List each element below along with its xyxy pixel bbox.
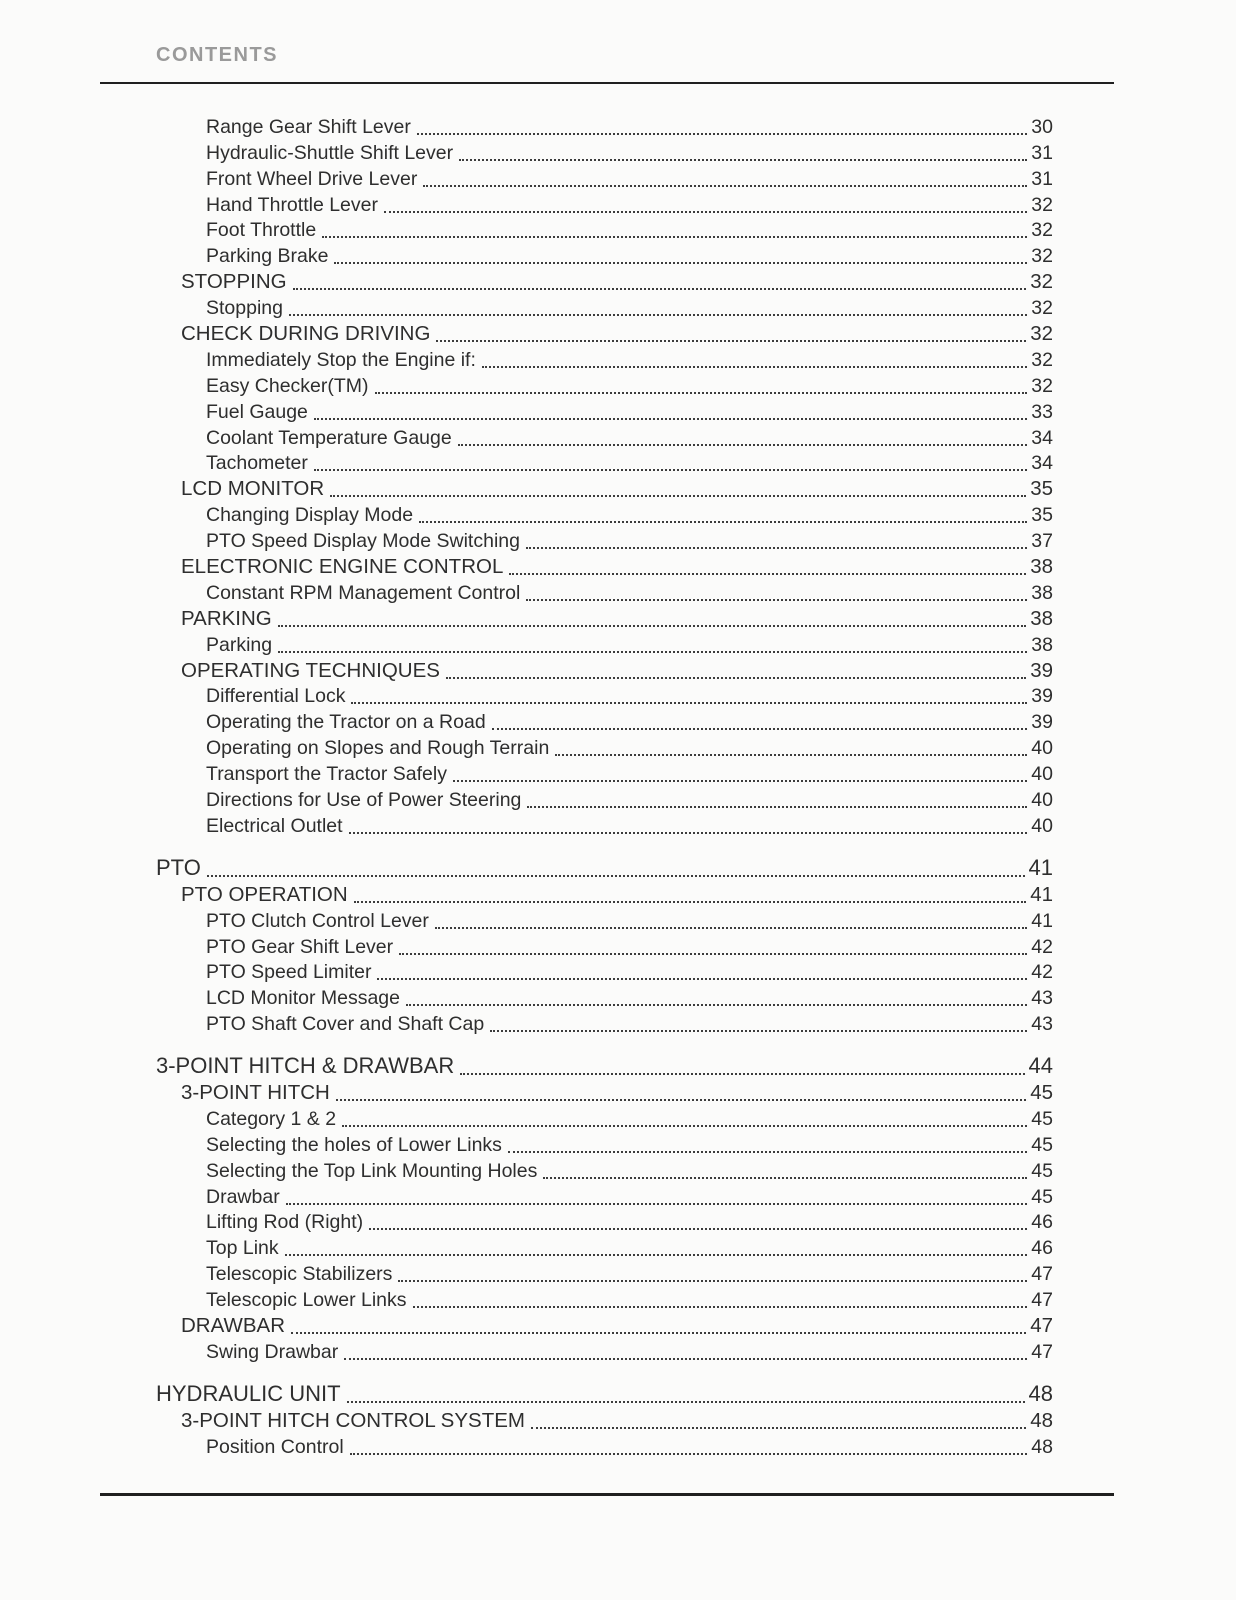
toc-entry-page-number: 39 xyxy=(1031,711,1053,734)
toc-entry-label: Position Control xyxy=(206,1435,344,1458)
dot-leader xyxy=(543,1177,1027,1179)
toc-entry-page-number: 32 xyxy=(1031,245,1053,268)
dot-leader xyxy=(344,1358,1027,1360)
page-header-title: CONTENTS xyxy=(156,44,278,66)
toc-entry-label: ELECTRONIC ENGINE CONTROL xyxy=(181,555,504,579)
toc-entry-label: PARKING xyxy=(181,606,272,630)
dot-leader xyxy=(419,521,1027,523)
dot-leader xyxy=(555,754,1027,756)
toc-entry-page-number: 40 xyxy=(1031,814,1053,837)
dot-leader xyxy=(369,1228,1027,1230)
toc-entry-label: Coolant Temperature Gauge xyxy=(206,426,452,449)
dot-leader xyxy=(423,185,1027,187)
toc-entry-page-number: 48 xyxy=(1031,1435,1053,1458)
toc-entry-page-number: 39 xyxy=(1031,685,1053,708)
toc-entry-page-number: 42 xyxy=(1031,935,1053,958)
toc-entry xyxy=(156,165,1053,191)
toc-entry-page-number: 40 xyxy=(1031,737,1053,760)
toc-entry-label: Differential Lock xyxy=(206,685,346,708)
toc-entry-page-number: 34 xyxy=(1031,452,1053,475)
toc-entry-label: PTO OPERATION xyxy=(181,882,348,906)
toc-entry-page-number: 32 xyxy=(1031,219,1053,242)
toc-entry-label: Immediately Stop the Engine if: xyxy=(206,348,476,371)
toc-entry xyxy=(156,579,1053,605)
dot-leader xyxy=(460,1073,1024,1075)
toc-entry xyxy=(156,984,1053,1010)
toc-entry-page-number: 41 xyxy=(1030,882,1053,906)
toc-entry-label: LCD MONITOR xyxy=(181,477,325,501)
toc-entry xyxy=(156,657,1053,683)
toc-list xyxy=(156,113,1053,1459)
toc-entry-label: Operating the Tractor on a Road xyxy=(206,711,486,734)
dot-leader xyxy=(342,1125,1027,1127)
toc-entry xyxy=(156,881,1053,907)
toc-entry-label: Drawbar xyxy=(206,1185,280,1208)
toc-entry xyxy=(156,683,1053,709)
toc-entry xyxy=(156,1234,1053,1260)
dot-leader xyxy=(285,1254,1028,1256)
toc-entry-label: Changing Display Mode xyxy=(206,504,414,527)
toc-entry-label: PTO Gear Shift Lever xyxy=(206,935,394,958)
toc-entry-page-number: 47 xyxy=(1031,1340,1053,1363)
toc-entry-page-number: 31 xyxy=(1031,141,1053,164)
dot-leader xyxy=(278,651,1027,653)
dot-leader xyxy=(289,314,1027,316)
toc-entry-page-number: 38 xyxy=(1030,555,1053,579)
dot-leader xyxy=(207,875,1025,877)
toc-entry-page-number: 48 xyxy=(1030,1408,1053,1432)
dot-leader xyxy=(509,573,1026,575)
toc-entry-label: DRAWBAR xyxy=(181,1313,286,1337)
toc-entry xyxy=(156,1338,1053,1364)
toc-entry xyxy=(156,631,1053,657)
toc-entry-label: 3-POINT HITCH CONTROL SYSTEM xyxy=(181,1408,525,1432)
toc-entry-label: Front Wheel Drive Lever xyxy=(206,167,418,190)
toc-entry xyxy=(156,372,1053,398)
toc-entry xyxy=(156,1407,1053,1433)
dot-leader xyxy=(417,133,1027,135)
dot-leader xyxy=(527,806,1027,808)
toc-entry-label: Transport the Tractor Safely xyxy=(206,763,447,786)
dot-leader xyxy=(459,159,1027,161)
dot-leader xyxy=(526,599,1027,601)
toc-entry-label: PTO Shaft Cover and Shaft Cap xyxy=(206,1013,485,1036)
toc-entry-label: Telescopic Lower Links xyxy=(206,1289,407,1312)
toc-entry-page-number: 38 xyxy=(1030,606,1053,630)
toc-entry xyxy=(156,605,1053,631)
toc-entry xyxy=(156,760,1053,786)
toc-entry-page-number: 32 xyxy=(1031,193,1053,216)
dot-leader xyxy=(336,1099,1026,1101)
toc-entry-label: Parking Brake xyxy=(206,245,329,268)
toc-entry xyxy=(156,1053,1053,1079)
toc-entry-page-number: 32 xyxy=(1030,270,1053,294)
toc-entry-page-number: 47 xyxy=(1030,1313,1053,1337)
toc-entry-page-number: 32 xyxy=(1031,297,1053,320)
dot-leader xyxy=(492,728,1028,730)
toc-entry xyxy=(156,708,1053,734)
toc-entry-label: LCD Monitor Message xyxy=(206,987,400,1010)
dot-leader xyxy=(314,469,1027,471)
toc-entry-page-number: 35 xyxy=(1030,477,1053,501)
dot-leader xyxy=(334,262,1027,264)
toc-entry-label: Hand Throttle Lever xyxy=(206,193,378,216)
dot-leader xyxy=(526,547,1027,549)
dot-leader xyxy=(531,1427,1026,1429)
dot-leader xyxy=(354,901,1027,903)
toc-entry xyxy=(156,346,1053,372)
toc-entry-label: Lifting Rod (Right) xyxy=(206,1211,364,1234)
toc-entry-label: PTO Clutch Control Lever xyxy=(206,909,429,932)
toc-entry-page-number: 45 xyxy=(1031,1107,1053,1130)
toc-entry-page-number: 46 xyxy=(1031,1211,1053,1234)
toc-entry xyxy=(156,320,1053,346)
toc-entry xyxy=(156,139,1053,165)
dot-leader xyxy=(330,495,1026,497)
toc-entry-page-number: 38 xyxy=(1031,633,1053,656)
toc-entry xyxy=(156,1260,1053,1286)
dot-leader xyxy=(490,1030,1027,1032)
toc-entry-label: Telescopic Stabilizers xyxy=(206,1263,393,1286)
dot-leader xyxy=(291,1332,1026,1334)
toc-entry-label: OPERATING TECHNIQUES xyxy=(181,658,440,682)
toc-entry-page-number: 39 xyxy=(1030,658,1053,682)
toc-entry xyxy=(156,1183,1053,1209)
toc-entry xyxy=(156,424,1053,450)
toc-entry xyxy=(156,1381,1053,1407)
toc-entry-label: HYDRAULIC UNIT xyxy=(156,1380,341,1406)
toc-entry-page-number: 43 xyxy=(1031,1013,1053,1036)
toc-entry xyxy=(156,855,1053,881)
toc-entry-page-number: 47 xyxy=(1031,1263,1053,1286)
toc-entry xyxy=(156,1079,1053,1105)
toc-entry-page-number: 46 xyxy=(1031,1237,1053,1260)
toc-entry xyxy=(156,1105,1053,1131)
toc-entry-page-number: 48 xyxy=(1028,1380,1053,1406)
toc-entry-label: Electrical Outlet xyxy=(206,814,343,837)
toc-entry-page-number: 40 xyxy=(1031,763,1053,786)
toc-entry-label: Hydraulic-Shuttle Shift Lever xyxy=(206,141,454,164)
toc-entry-page-number: 41 xyxy=(1031,909,1053,932)
toc-entry-page-number: 34 xyxy=(1031,426,1053,449)
toc-entry-page-number: 37 xyxy=(1031,530,1053,553)
dot-leader xyxy=(384,211,1027,213)
toc-entry-page-number: 33 xyxy=(1031,400,1053,423)
dot-leader xyxy=(375,392,1028,394)
toc-entry-page-number: 38 xyxy=(1031,581,1053,604)
toc-entry-label: 3-POINT HITCH & DRAWBAR xyxy=(156,1053,455,1079)
toc-entry-label: Swing Drawbar xyxy=(206,1340,339,1363)
toc-entry-page-number: 41 xyxy=(1028,854,1053,880)
toc-entry-label: STOPPING xyxy=(181,270,287,294)
toc-entry xyxy=(156,933,1053,959)
toc-entry xyxy=(156,1209,1053,1235)
dot-leader xyxy=(406,1004,1027,1006)
toc-entry-label: Top Link xyxy=(206,1237,279,1260)
dot-leader xyxy=(349,832,1028,834)
top-rule xyxy=(100,82,1114,84)
toc-entry xyxy=(156,1312,1053,1338)
dot-leader xyxy=(398,1280,1027,1282)
toc-entry xyxy=(156,191,1053,217)
toc-entry xyxy=(156,1286,1053,1312)
toc-entry-page-number: 45 xyxy=(1031,1185,1053,1208)
toc-entry-page-number: 42 xyxy=(1031,961,1053,984)
toc-entry xyxy=(156,553,1053,579)
toc-entry xyxy=(156,1157,1053,1183)
dot-leader xyxy=(413,1306,1028,1308)
toc-entry xyxy=(156,294,1053,320)
dot-leader xyxy=(508,1151,1027,1153)
toc-entry xyxy=(156,734,1053,760)
toc-entry-label: PTO Speed Display Mode Switching xyxy=(206,530,520,553)
toc-entry-page-number: 30 xyxy=(1031,115,1053,138)
toc-entry-label: 3-POINT HITCH xyxy=(181,1080,330,1104)
dot-leader xyxy=(322,236,1027,238)
dot-leader xyxy=(453,780,1027,782)
toc-entry-page-number: 45 xyxy=(1031,1159,1053,1182)
toc-entry-label: Fuel Gauge xyxy=(206,400,308,423)
toc-entry-page-number: 31 xyxy=(1031,167,1053,190)
toc-entry xyxy=(156,398,1053,424)
dot-leader xyxy=(351,702,1027,704)
dot-leader xyxy=(347,1401,1025,1403)
toc-entry-page-number: 32 xyxy=(1031,374,1053,397)
toc-entry-page-number: 47 xyxy=(1031,1289,1053,1312)
toc-entry-label: Directions for Use of Power Steering xyxy=(206,789,522,812)
toc-entry xyxy=(156,450,1053,476)
dot-leader xyxy=(293,288,1027,290)
toc-entry xyxy=(156,1433,1053,1459)
dot-leader xyxy=(446,677,1026,679)
toc-entry-page-number: 32 xyxy=(1031,348,1053,371)
dot-leader xyxy=(286,1203,1028,1205)
toc-entry xyxy=(156,1010,1053,1036)
toc-entry-label: Parking xyxy=(206,633,273,656)
toc-entry-label: Selecting the Top Link Mounting Holes xyxy=(206,1159,538,1182)
toc-entry xyxy=(156,475,1053,501)
toc-entry xyxy=(156,242,1053,268)
toc-entry-page-number: 45 xyxy=(1031,1133,1053,1156)
toc-entry xyxy=(156,786,1053,812)
toc-entry-label: CHECK DURING DRIVING xyxy=(181,322,431,346)
toc-entry xyxy=(156,959,1053,985)
toc-entry xyxy=(156,527,1053,553)
toc-entry-page-number: 43 xyxy=(1031,987,1053,1010)
dot-leader xyxy=(350,1453,1028,1455)
toc-entry-label: Stopping xyxy=(206,297,283,320)
toc-entry-label: Easy Checker(TM) xyxy=(206,374,369,397)
toc-entry-label: Selecting the holes of Lower Links xyxy=(206,1133,502,1156)
toc-entry xyxy=(156,268,1053,294)
toc-entry-label: Tachometer xyxy=(206,452,308,475)
dot-leader xyxy=(278,625,1026,627)
dot-leader xyxy=(399,953,1027,955)
toc-entry xyxy=(156,1131,1053,1157)
toc-entry xyxy=(156,501,1053,527)
dot-leader xyxy=(458,444,1028,446)
toc-entry-label: Category 1 & 2 xyxy=(206,1107,337,1130)
toc-entry xyxy=(156,812,1053,838)
bottom-rule xyxy=(100,1493,1114,1496)
toc-entry-page-number: 35 xyxy=(1031,504,1053,527)
toc-entry-label: Foot Throttle xyxy=(206,219,317,242)
toc-entry-page-number: 32 xyxy=(1030,322,1053,346)
dot-leader xyxy=(482,366,1027,368)
toc-entry-label: Constant RPM Management Control xyxy=(206,581,521,604)
dot-leader xyxy=(435,927,1027,929)
toc-entry-label: Range Gear Shift Lever xyxy=(206,115,411,138)
dot-leader xyxy=(436,340,1026,342)
toc-entry-label: Operating on Slopes and Rough Terrain xyxy=(206,737,550,760)
toc-entry-label: PTO xyxy=(156,854,201,880)
dot-leader xyxy=(377,978,1027,980)
dot-leader xyxy=(314,418,1027,420)
toc-entry xyxy=(156,907,1053,933)
toc-entry xyxy=(156,217,1053,243)
toc-entry-page-number: 45 xyxy=(1030,1080,1053,1104)
toc-entry-label: PTO Speed Limiter xyxy=(206,961,372,984)
toc-entry-page-number: 40 xyxy=(1031,789,1053,812)
toc-entry-page-number: 44 xyxy=(1028,1053,1053,1079)
toc-entry xyxy=(156,113,1053,139)
